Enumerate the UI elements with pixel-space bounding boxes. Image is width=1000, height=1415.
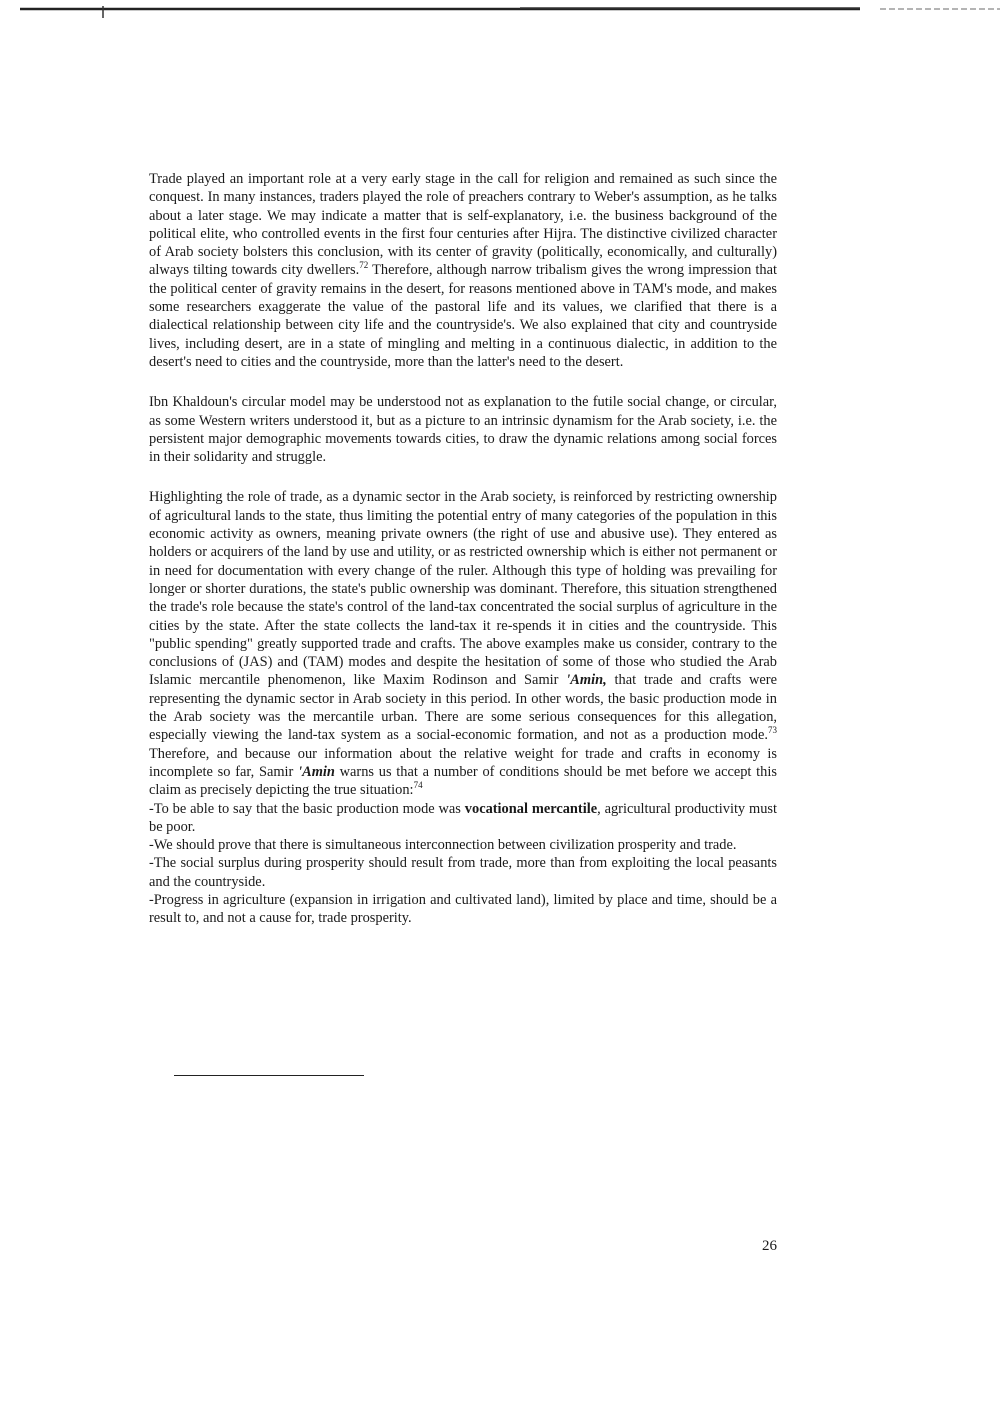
paragraph-trade-role — [149, 170, 777, 371]
author-name-amin-2: 'Amin — [298, 763, 335, 780]
footnote-ref-74: 74 — [413, 780, 423, 791]
author-name-amin: 'Amin, — [566, 672, 607, 689]
footnote-ref-73: 73 — [768, 725, 777, 736]
paragraph-highlighting-trade-body — [149, 488, 777, 799]
footnote-separator — [174, 1075, 364, 1076]
footnote-ref-72: 72 — [359, 260, 369, 271]
condition-1-bold: vocational mercantile — [464, 800, 598, 817]
paragraph-highlighting-trade — [149, 488, 777, 927]
paragraph-tribalism-text: Therefore, although narrow tribalism gives the wrong impression that the political center of gravity remains in the desert, for reasons mentioned above in TAM's mode, and makes some researchers exaggerate the value of the pastoral life and its values, we clarified that there is a dialectical relationship between city life and the countryside's. We also explained that city and countryside lives, including desert, are in a state of mingling and melting in a continuous dialectic, in addition to the desert's need to cities and the countryside, more than the latter's need to the desert. — [149, 262, 777, 370]
page-body — [149, 170, 777, 928]
paragraph-trade-role-text: Trade played an important role at a very early stage in the call for religion and remained as such since the conquest. In many instances, traders played the role of preachers contrary to Weber's assumption, as he talks about a later stage. We may indicate a matter that is self-explanatory, i.e. the business background of the political elite, who controlled events in the first four centuries after Hijra. The distinctive civilized character of Arab society bolsters this conclusion, with its center of gravity (politically, economically, and culturally) always tilting towards city dwellers. — [149, 171, 777, 279]
paragraph-mercantile-text: that trade and crafts were representing the dynamic sector in Arab society in this period. In other words, the basic production mode in the Arab society was the mercantile urban. There are some serious consequences for this allegation, especially viewing the land-tax system as a social-economic formation, and not as a production mode. — [149, 672, 777, 744]
condition-item-4: -Progress in agriculture (expansion in irrigation and cultivated land), limited by place and time, should be a result to, and not a cause for, trade prosperity. — [149, 891, 777, 927]
scan-edge-mark — [0, 6, 1000, 20]
paragraph-warns-text: warns us that a number of conditions should be met before we accept this claim as precisely depicting the true situation: — [149, 763, 777, 799]
condition-item-1 — [149, 800, 777, 837]
paragraph-ibn-khaldoun: Ibn Khaldoun's circular model may be understood not as explanation to the futile social change, or circular, as some Western writers understood it, but as a picture to an intrinsic dynamism for the Arab society, i.e. the persistent major demographic movements towards cities, to draw the dynamic relations among social forces in their solidarity and struggle. — [149, 394, 777, 466]
paragraph-incomplete-text: Therefore, and because our information about the relative weight for trade and crafts in economy is incomplete so far, Samir — [149, 745, 777, 780]
condition-item-2: -We should prove that there is simultaneous interconnection between civilization prosperity and trade. — [149, 837, 737, 854]
page-number: 26 — [762, 1238, 777, 1254]
condition-item-3: -The social surplus during prosperity should result from trade, more than from exploiting the local peasants and the countryside. — [149, 855, 777, 890]
condition-1-after: , agricultural productivity must be poor. — [149, 800, 777, 835]
paragraph-highlighting-text: Highlighting the role of trade, as a dynamic sector in the Arab society, is reinforced by restricting ownership of agricultural lands to the state, thus limiting the potential entry of many categories of the population in this economic activity as owners, meaning private owners (the right of use and abusive use). They entered as holders or acquirers of the land by use and utility, or as restricted ownership which is either not permanent or in need for documentation with every change of the ruler. Although this type of holding was prevailing for longer or shorter durations, the state's public ownership was dominant. Therefore, this situation strengthened the trade's role because the state's control of the land-tax concentrated the social surplus of agriculture in the cities by the state. After the state collects the land-tax it re-spends it in cities and the countryside. This "public spending" greatly supported trade and crafts. The above examples make us consider, contrary to the conclusions of (JAS) and (TAM) modes and despite the hesitation of some of those who studied the Arab Islamic mercantile phenomenon, like Maxim Rodinson and Samir — [149, 489, 777, 689]
condition-1-before: -To be able to say that the basic production mode was — [149, 800, 461, 817]
